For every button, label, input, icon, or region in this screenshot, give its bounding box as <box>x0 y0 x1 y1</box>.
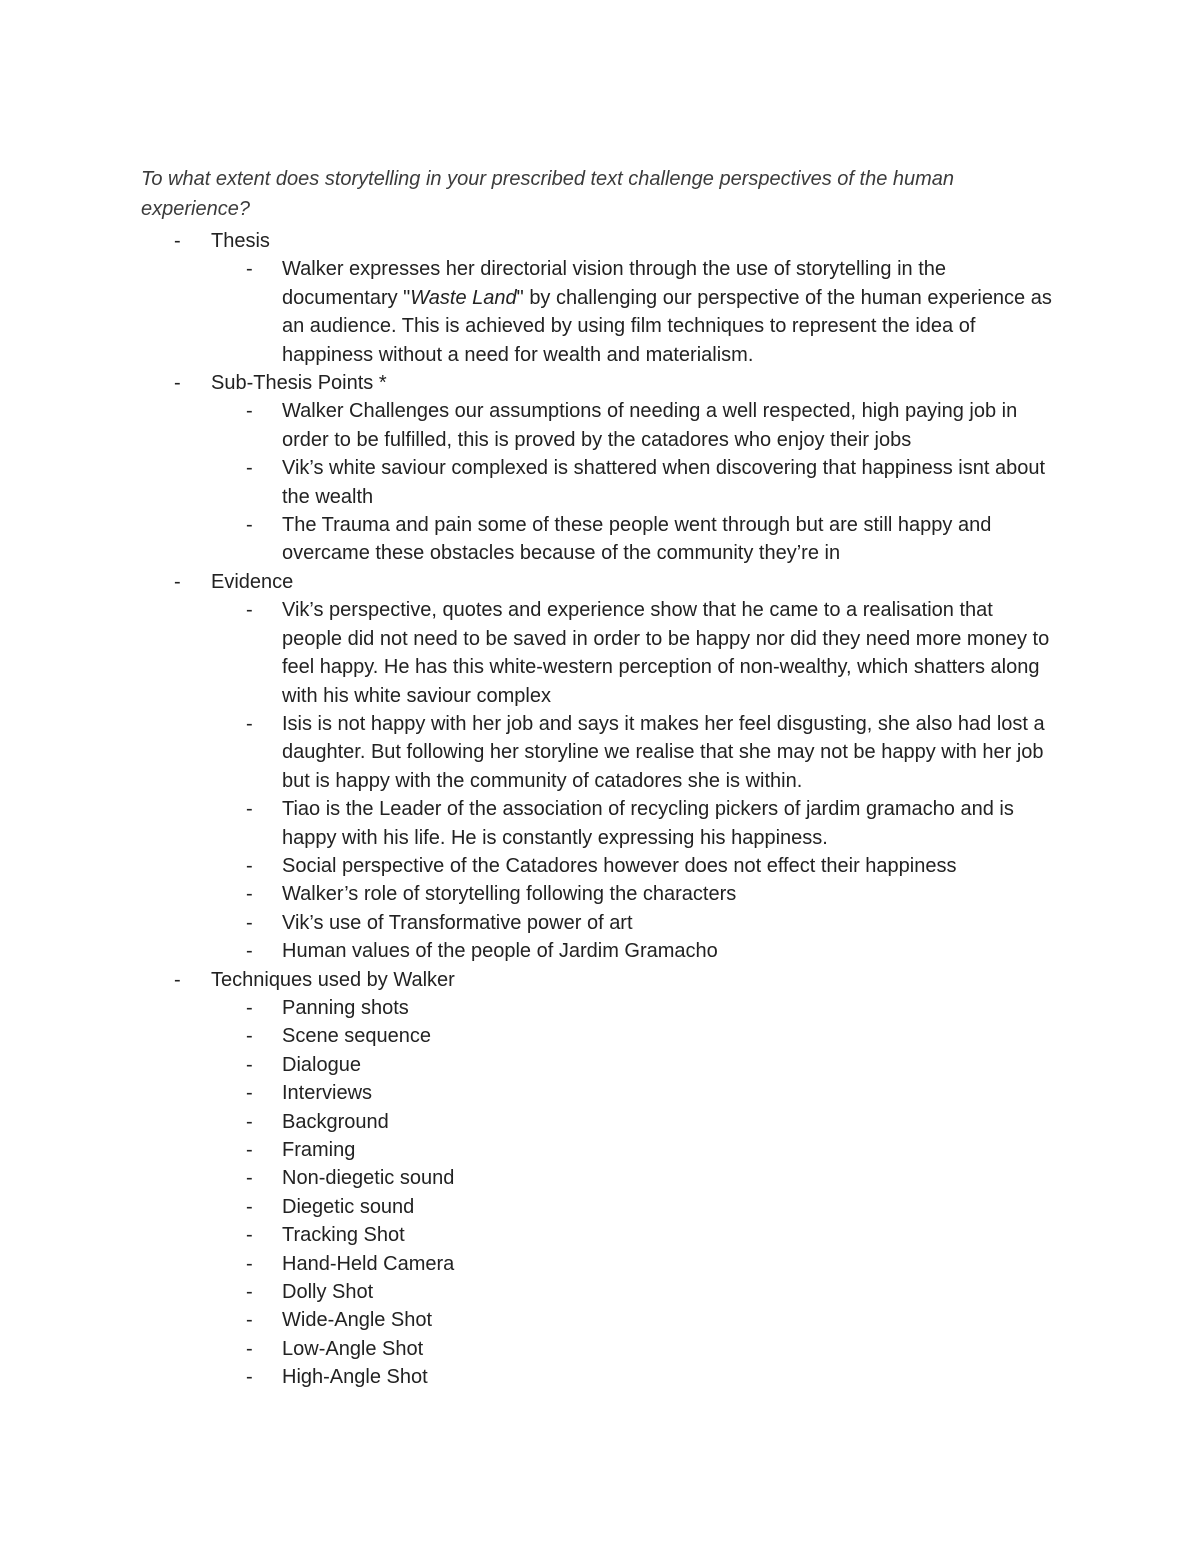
list-item <box>246 852 1057 880</box>
list-item-text: Wide-Angle Shot <box>282 1309 433 1332</box>
section-evidence <box>0 568 1071 966</box>
bullet-dash: - <box>174 230 181 252</box>
bullet-dash: - <box>246 1309 253 1332</box>
thesis-text-before: Walker expresses her directorial vision through the use of storytelling in the documentary " <box>282 258 947 309</box>
list-item-text: Vik’s use of Transformative power of art <box>282 911 633 934</box>
list-item <box>246 710 1057 795</box>
section-heading: Thesis <box>211 230 270 252</box>
section-subthesis <box>0 369 1071 568</box>
thesis-text-after: " by challenging our perspective of the human experience as an audience. This is achieved by using film techniques to represent the idea of happiness without a need for wealth and materialism. <box>282 286 1052 366</box>
bullet-dash: - <box>246 1025 253 1048</box>
list-item-text: Vik’s white saviour complexed is shattered when discovering that happiness isnt about the wealth <box>282 457 1046 508</box>
bullet-dash: - <box>246 514 253 537</box>
outline-list <box>0 227 1200 1392</box>
list-item <box>246 1221 1057 1249</box>
list-item-text: Hand-Held Camera <box>282 1252 455 1275</box>
list-item <box>246 1306 1057 1334</box>
list-item <box>246 994 1057 1022</box>
list-item <box>246 1193 1057 1221</box>
list-item-text: Social perspective of the Catadores however does not effect their happiness <box>282 854 957 877</box>
bullet-dash: - <box>246 1110 253 1133</box>
list-item-text: Background <box>282 1110 389 1133</box>
subthesis-items <box>211 397 1071 567</box>
list-item-text: Diegetic sound <box>282 1195 415 1218</box>
film-title: Waste Land <box>410 286 517 309</box>
list-item-text: High-Angle Shot <box>282 1366 428 1389</box>
list-item <box>246 397 1057 454</box>
section-heading: Sub-Thesis Points * <box>211 372 387 395</box>
list-item <box>246 937 1057 965</box>
list-item-text: Tracking Shot <box>282 1224 405 1247</box>
bullet-dash: - <box>246 1366 253 1389</box>
technique-items <box>211 994 1071 1392</box>
list-item <box>246 511 1057 568</box>
thesis-statement <box>282 255 1057 369</box>
evidence-items <box>211 596 1071 965</box>
bullet-dash: - <box>246 1167 253 1190</box>
list-item <box>246 1108 1057 1136</box>
list-item-text: Human values of the people of Jardim Gramacho <box>282 940 718 963</box>
section-thesis <box>0 227 1071 369</box>
bullet-dash: - <box>246 940 253 963</box>
bullet-dash: - <box>246 1281 253 1304</box>
list-item <box>246 454 1057 511</box>
list-item-text: Panning shots <box>282 996 409 1019</box>
bullet-dash: - <box>246 798 253 821</box>
bullet-dash: - <box>246 1139 253 1161</box>
list-item <box>246 596 1057 710</box>
list-item-text: Walker Challenges our assumptions of needing a well respected, high paying job in order to be fulfilled, this is proved by the catadores who enjoy their jobs <box>282 400 1018 451</box>
list-item <box>246 1363 1057 1391</box>
bullet-dash: - <box>246 599 253 622</box>
bullet-dash: - <box>246 1337 253 1360</box>
bullet-dash: - <box>246 1224 253 1247</box>
list-item-text: Scene sequence <box>282 1025 432 1048</box>
list-item <box>246 1164 1057 1192</box>
list-item <box>246 795 1057 852</box>
list-item <box>246 880 1057 908</box>
list-item-text: Vik’s perspective, quotes and experience show that he came to a realisation that people did not need to be saved in order to be happy nor did they need more money to feel happy. He has this white-western perception of non-wealthy, which shatters along with his white saviour complex <box>282 599 1050 707</box>
bullet-dash: - <box>246 457 253 480</box>
bullet-dash: - <box>174 570 181 593</box>
bullet-dash: - <box>174 372 181 395</box>
list-item-text: Interviews <box>282 1082 373 1105</box>
list-item-text: Isis is not happy with her job and says it makes her feel disgusting, she also had lost a daughter. But following her storyline we realise that she may not be happy with her job but is happy with the community of catadores she is within. <box>282 712 1045 792</box>
list-item-text: Dialogue <box>282 1053 361 1076</box>
list-item-text: Tiao is the Leader of the association of recycling pickers of jardim gramacho and is happy with his life. He is constantly expressing his happiness. <box>282 798 1014 849</box>
list-item-text: Low-Angle Shot <box>282 1337 424 1360</box>
section-heading: Evidence <box>211 570 294 593</box>
bullet-dash: - <box>246 911 253 934</box>
list-item-text: The Trauma and pain some of these people went through but are still happy and overcame these obstacles because of the community they’re in <box>282 514 992 565</box>
list-item <box>246 909 1057 937</box>
bullet-dash: - <box>246 996 253 1019</box>
list-item <box>246 1136 1057 1164</box>
section-techniques <box>0 966 1071 1392</box>
list-item <box>246 1051 1057 1079</box>
bullet-dash: - <box>246 854 253 877</box>
list-item-text: Dolly Shot <box>282 1281 374 1304</box>
bullet-dash: - <box>246 712 253 735</box>
bullet-dash: - <box>246 1195 253 1218</box>
bullet-dash: - <box>246 1053 253 1076</box>
essay-question: To what extent does storytelling in your prescribed text challenge perspectives of the human experience? <box>141 168 955 220</box>
list-item <box>246 1335 1057 1363</box>
bullet-dash: - <box>246 883 253 906</box>
bullet-dash: - <box>246 1252 253 1275</box>
list-item <box>246 1022 1057 1050</box>
list-item-text: Framing <box>282 1139 356 1161</box>
section-heading: Techniques used by Walker <box>211 968 455 991</box>
list-item <box>246 1278 1057 1306</box>
bullet-dash: - <box>246 1082 253 1105</box>
thesis-items <box>211 255 1071 369</box>
list-item <box>246 1250 1057 1278</box>
bullet-dash: - <box>246 258 253 281</box>
bullet-dash: - <box>174 968 181 991</box>
list-item <box>246 255 1057 369</box>
bullet-dash: - <box>246 400 253 423</box>
list-item-text: Walker’s role of storytelling following the characters <box>282 883 737 906</box>
list-item-text: Non-diegetic sound <box>282 1167 455 1190</box>
list-item <box>246 1079 1057 1107</box>
